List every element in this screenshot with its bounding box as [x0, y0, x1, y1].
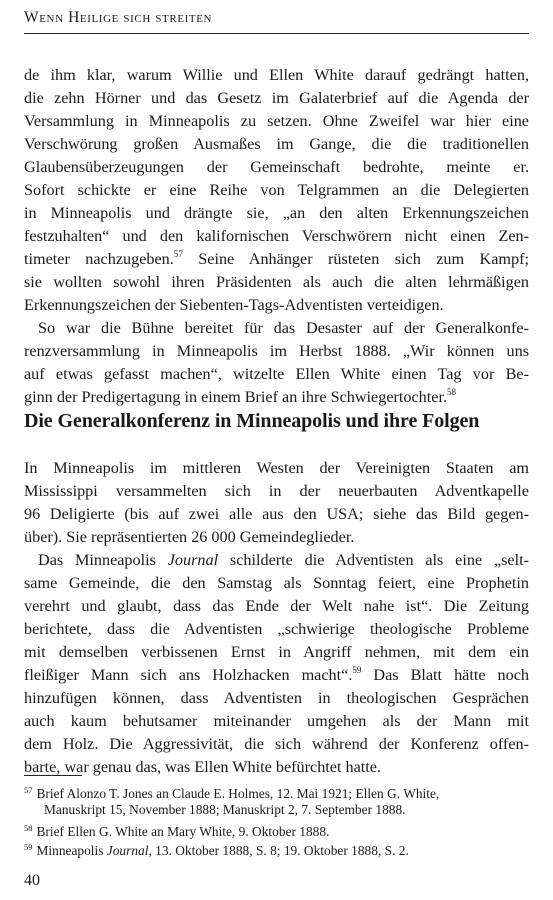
- line-text: Das Minneapolis: [38, 551, 168, 569]
- body-line: same Gemeinde, die den Samstag als Sonntag feiert, eine Prophetin: [24, 574, 529, 592]
- body-line: [24, 664, 529, 686]
- footnote-ref-58[interactable]: 58: [447, 387, 456, 397]
- body-line: barte, war genau das, was Ellen White befürchtet hatte.: [24, 758, 382, 776]
- body-line: berichtete, dass die Adventisten „schwierige theologische Probleme: [24, 620, 529, 638]
- body-line: So war die Bühne bereitet für das Desaster auf der Generalkonfe-: [38, 319, 529, 337]
- body-line: auf etwas gefasst machen“, witzelte Ellen White einen Tag vor Be-: [24, 365, 529, 383]
- footnote-text: , 13. Oktober 1888, S. 8; 19. Oktober 1888, S. 2.: [148, 843, 409, 858]
- footnote-59: [24, 838, 529, 860]
- body-line: Glaubensüberzeugungen der Gemeinschaft bedrohte, meinte er.: [24, 158, 529, 176]
- body-line: in Minneapolis und drängte sie, „an den alten Erkennungszeichen: [24, 204, 529, 222]
- body-line: [24, 386, 529, 408]
- body-line: über). Sie repräsentierten 26 000 Gemeindeglieder.: [24, 528, 355, 546]
- body-line: auch kaum behutsamer miteinander umgehen als der Mann mit: [24, 712, 529, 730]
- journal-title: Journal: [167, 551, 219, 569]
- body-line: mit demselben verbissenen Ernst in Angriff nehmen, mit dem ein: [24, 643, 529, 661]
- footnote-text: Minneapolis: [36, 843, 107, 858]
- body-line: [24, 248, 529, 270]
- journal-title: Journal: [106, 843, 149, 858]
- footnote-text: Brief Ellen G. White an Mary White, 9. Oktober 1888.: [36, 824, 330, 839]
- line-text: ginn der Predigertagung in einem Brief an ihre Schwiegertochter.: [24, 388, 447, 406]
- body-line: die zehn Hörner und das Gesetz im Galaterbrief auf die Agenda der: [24, 89, 529, 107]
- footnote-number: 57: [24, 785, 33, 795]
- body-line: dem Holz. Die Aggressivität, die sich während der Konferenz offen-: [24, 735, 529, 753]
- footnote-text: Brief Alonzo T. Jones an Claude E. Holmes, 12. Mai 1921; Ellen G. White,: [36, 786, 440, 801]
- section-heading: Die Generalkonferenz in Minneapolis und ihre Folgen: [24, 410, 480, 432]
- body-line: Verschwörung großen Ausmaßes im Gange, die die traditionellen: [24, 135, 529, 153]
- body-line: sie wollten sowohl ihren Präsidenten als auch die alten lehrmäßigen: [24, 273, 529, 291]
- body-line: verehrt und glaubt, dass das Ende der Welt nahe ist“. Die Zeitung: [24, 597, 529, 615]
- footnote-number: 58: [24, 823, 33, 833]
- line-text: Seine Anhänger rüsteten sich zum Kampf;: [182, 250, 529, 268]
- line-text: Das Blatt hätte noch: [361, 666, 529, 684]
- body-line: Erkennungszeichen der Siebenten-Tags-Adventisten verteidigen.: [24, 296, 444, 314]
- body-line: In Minneapolis im mittleren Westen der Vereinigten Staaten am: [24, 459, 529, 477]
- body-line: festzuhalten“ und den kalifornischen Verschwörern nicht einen Zen-: [24, 227, 529, 245]
- header-rule: [24, 33, 529, 34]
- body-line: 96 Deligierte (bis auf zwei alle aus den USA; siehe das Bild gegen-: [24, 505, 529, 523]
- body-line: Versammlung in Minneapolis zu setzen. Ohne Zweifel war hier eine: [24, 112, 529, 130]
- footnote-rule: [24, 775, 82, 776]
- page-number: 40: [24, 872, 40, 889]
- footnote-number: 59: [24, 842, 33, 852]
- line-text: fleißiger Mann sich ans Holzhacken macht“.: [24, 666, 353, 684]
- body-line: de ihm klar, warum Willie und Ellen White darauf gedrängt hatten,: [24, 66, 529, 84]
- footnote-57-cont: Manuskript 15, November 1888; Manuskript 2, 7. September 1888.: [44, 802, 406, 817]
- body-line: Mississippi versammelten sich in der neuerbauten Adventkapelle: [24, 482, 529, 500]
- line-text: timeter nachzugeben.: [24, 250, 174, 268]
- line-text: schilderte die Adventisten als eine „selt-: [218, 551, 529, 569]
- body-line: Sofort schickte er eine Reihe von Telgrammen an die Delegierten: [24, 181, 529, 199]
- footnote-ref-57[interactable]: 57: [173, 249, 183, 259]
- running-head: Wenn Heilige sich streiten: [24, 9, 213, 26]
- body-line: renzversammlung in Minneapolis im Herbst 1888. „Wir können uns: [24, 342, 529, 360]
- body-line: hinzufügen können, dass Adventisten in theologischen Gesprächen: [24, 689, 529, 707]
- footnote-ref-59[interactable]: 59: [352, 665, 362, 675]
- body-line: [38, 549, 529, 571]
